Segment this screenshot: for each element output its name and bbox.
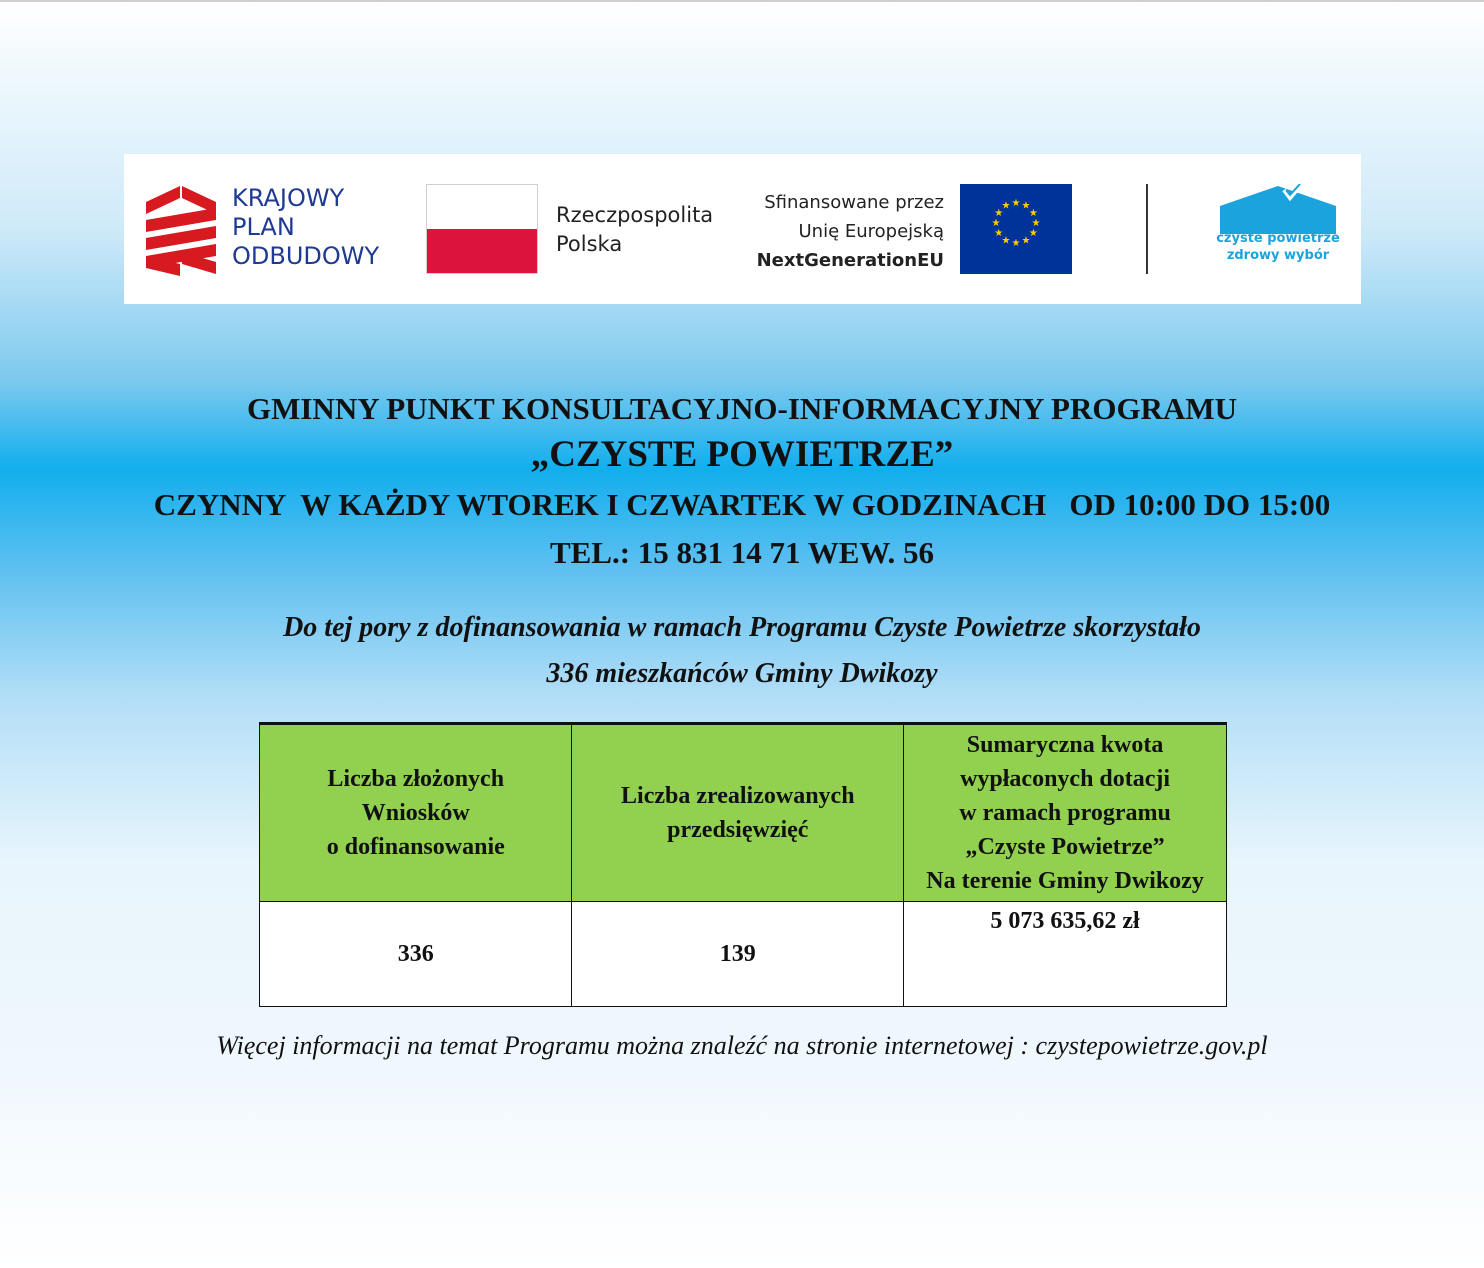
banner-divider xyxy=(1146,184,1148,274)
svg-text:★: ★ xyxy=(1001,235,1011,247)
value-completed-projects: 139 xyxy=(572,902,904,1007)
czyste-powietrze-house-icon xyxy=(1220,184,1336,234)
svg-text:★: ★ xyxy=(1021,200,1031,212)
heading-phone: TEL.: 15 831 14 71 WEW. 56 xyxy=(549,535,935,570)
svg-text:★: ★ xyxy=(1028,208,1038,219)
intro-text xyxy=(0,605,1484,697)
svg-text:★: ★ xyxy=(1028,228,1038,239)
main-heading xyxy=(0,388,1484,576)
svg-text:★: ★ xyxy=(991,218,1001,229)
header-amount-line-5: Na terenie Gminy Dwikozy xyxy=(926,868,1204,894)
footer-info-text: Więcej informacji na temat Programu można znaleźć na stronie internetowej : czystepowietrze.gov.pl xyxy=(216,1031,1268,1060)
kpo-line-2: PLAN xyxy=(232,213,295,241)
poland-line-1: Rzeczpospolita xyxy=(556,203,714,227)
kpo-line-1: KRAJOWY xyxy=(232,184,345,212)
eu-line-1: Sfinansowane przez xyxy=(764,192,944,213)
kpo-logo-text xyxy=(232,184,379,271)
eu-line-2: Unię Europejską xyxy=(798,221,944,242)
krajowy-plan-odbudowy-logo-icon xyxy=(146,184,216,276)
header-applications-line-2: Wniosków xyxy=(361,800,470,826)
table-header-row xyxy=(260,724,1227,902)
svg-text:★: ★ xyxy=(994,208,1004,219)
header-amount-line-1: Sumaryczna kwota xyxy=(966,732,1164,758)
heading-program-name: „CZYSTE POWIETRZE” xyxy=(530,434,954,475)
poland-line-2: Polska xyxy=(556,232,623,256)
header-completed-projects xyxy=(572,724,904,902)
intro-line-1: Do tej pory z dofinansowania w ramach Programu Czyste Powietrze skorzystało xyxy=(283,612,1201,643)
logo-banner xyxy=(124,154,1361,304)
header-amount-line-3: w ramach programu xyxy=(959,800,1171,826)
header-amount-line-2: wypłaconych dotacji xyxy=(960,766,1171,792)
svg-text:★: ★ xyxy=(1011,238,1021,249)
eu-line-3: NextGenerationEU xyxy=(756,250,944,271)
czyste-powietrze-logo-text xyxy=(1206,230,1350,264)
header-completed-line-1: Liczba zrealizowanych xyxy=(621,783,855,809)
cp-line-2: zdrowy wybór xyxy=(1226,248,1330,263)
header-total-amount xyxy=(904,724,1227,902)
intro-line-2: 336 mieszkańców Gminy Dwikozy xyxy=(546,658,938,689)
heading-opening-hours: CZYNNY W KAŻDY WTOREK I CZWARTEK W GODZINACH OD 10:00 DO 15:00 xyxy=(153,487,1331,522)
header-applications xyxy=(260,724,572,902)
table-row xyxy=(260,902,1227,1007)
eu-funding-text xyxy=(684,188,944,275)
svg-text:★: ★ xyxy=(1021,235,1031,247)
svg-text:★: ★ xyxy=(1011,198,1021,209)
header-applications-line-1: Liczba złożonych xyxy=(327,766,505,792)
heading-line-1: GMINNY PUNKT KONSULTACYJNO-INFORMACYJNY PROGRAMU xyxy=(247,391,1237,426)
kpo-line-3: ODBUDOWY xyxy=(232,242,380,270)
header-applications-line-3: o dofinansowanie xyxy=(326,834,505,860)
svg-text:★: ★ xyxy=(1001,200,1011,212)
header-amount-line-4: „Czyste Powietrze” xyxy=(965,834,1165,860)
cp-line-1: czyste powietrze xyxy=(1216,231,1340,246)
svg-text:★: ★ xyxy=(1031,218,1041,229)
top-border-line xyxy=(0,0,1484,2)
value-applications: 336 xyxy=(260,902,572,1007)
eu-flag-icon xyxy=(960,184,1072,274)
statistics-table xyxy=(259,722,1227,1007)
svg-text:★: ★ xyxy=(994,228,1004,239)
value-total-amount: 5 073 635,62 zł xyxy=(904,902,1227,1007)
polish-flag-icon xyxy=(426,184,538,274)
header-completed-line-2: przedsięwzięć xyxy=(667,817,809,843)
